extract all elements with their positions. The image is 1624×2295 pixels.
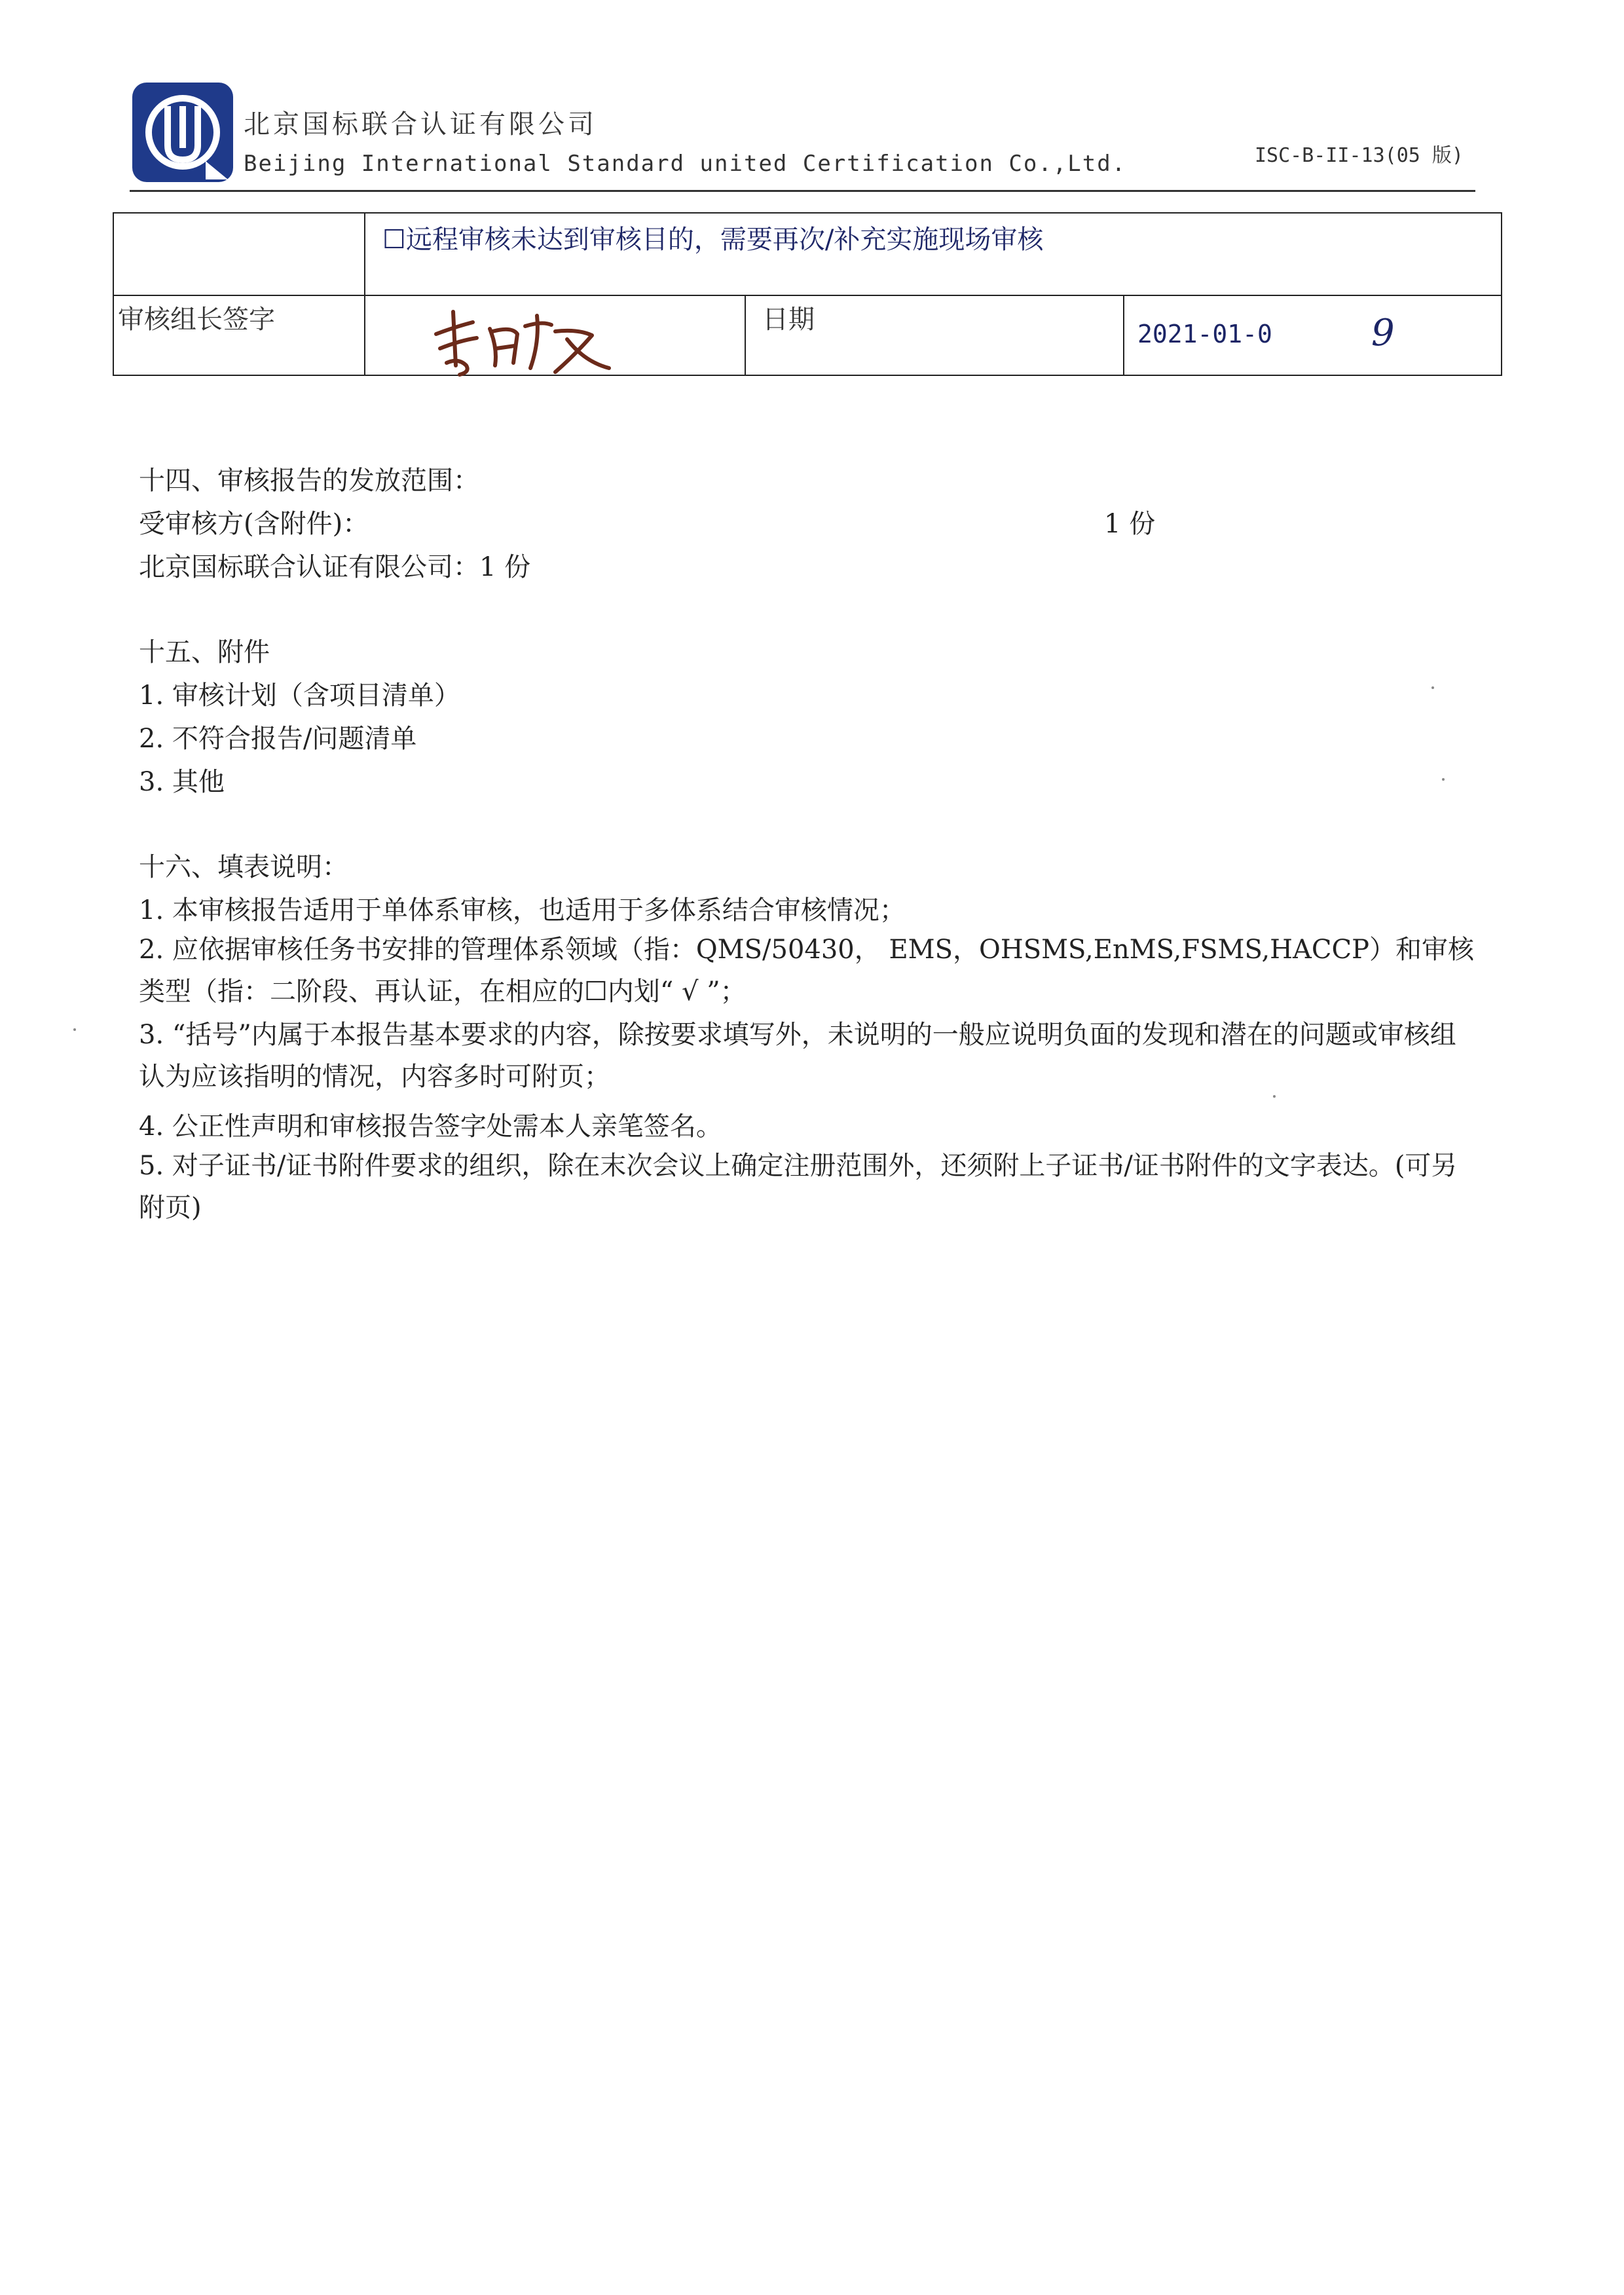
attachment-item: 2. 不符合报告/问题清单 xyxy=(139,724,417,754)
table-row-divider xyxy=(114,295,1501,296)
instruction-item: 3. “括号”内属于本报告基本要求的内容，除按要求填写外，未说明的一般应说明负面的发现和潜在的问题或审核组认为应该指明的情况，内容多时可附页； xyxy=(139,1020,1456,1092)
distribution-auditee: 受审核方(含附件)： xyxy=(139,509,369,539)
scan-speck xyxy=(1442,778,1445,781)
attachment-item: 1. 审核计划（含项目清单） xyxy=(139,681,460,711)
scan-speck xyxy=(1273,1095,1276,1098)
company-name-en: Beijing International Standard united Certification Co.,Ltd. xyxy=(244,151,1127,177)
handwritten-signature xyxy=(427,303,676,381)
scan-speck xyxy=(1431,686,1434,689)
date-label: 日期 xyxy=(762,305,815,335)
date-handwritten-digit: 9 xyxy=(1371,312,1395,354)
instruction-item: 5. 对子证书/证书附件要求的组织，除在末次会议上确定注册范围外，还须附上子证书/证书附件的文字表达。(可另附页) xyxy=(139,1151,1458,1223)
scan-speck xyxy=(73,1028,76,1031)
company-logo xyxy=(130,80,236,185)
instruction-item: 2. 应依据审核任务书安排的管理体系领域（指：QMS/50430， EMS，OHSMS,EnMS,FSMS,HACCP）和审核类型（指：二阶段、再认证，在相应的☐内划“ √ ”； xyxy=(139,935,1475,1007)
distribution-company: 北京国标联合认证有限公司：1 份 xyxy=(139,552,531,582)
distribution-auditee-copies: 1 份 xyxy=(1104,509,1156,539)
remote-audit-checkbox-option[interactable]: ☐远程审核未达到审核目的，需要再次/补充实施现场审核 xyxy=(382,225,1044,255)
section-16-title: 十六、填表说明： xyxy=(139,852,348,882)
section-14-title: 十四、审核报告的发放范围： xyxy=(139,466,479,496)
instruction-item: 1. 本审核报告适用于单体系审核，也适用于多体系结合审核情况； xyxy=(139,895,906,925)
attachment-item: 3. 其他 xyxy=(139,767,225,797)
header-divider xyxy=(130,190,1475,192)
date-value: 2021-01-0 xyxy=(1137,320,1272,348)
audit-signoff-table xyxy=(113,212,1502,376)
team-leader-signature-label: 审核组长签字 xyxy=(118,305,275,335)
table-column-divider xyxy=(1123,295,1124,375)
table-column-divider xyxy=(745,295,746,375)
table-column-divider xyxy=(364,214,365,375)
company-name-cn: 北京国标联合认证有限公司 xyxy=(244,109,597,140)
section-15-title: 十五、附件 xyxy=(139,637,270,667)
instruction-item: 4. 公正性声明和审核报告签字处需本人亲笔签名。 xyxy=(139,1111,722,1142)
document-code: ISC-B-II-13(05 版) xyxy=(1255,144,1464,167)
